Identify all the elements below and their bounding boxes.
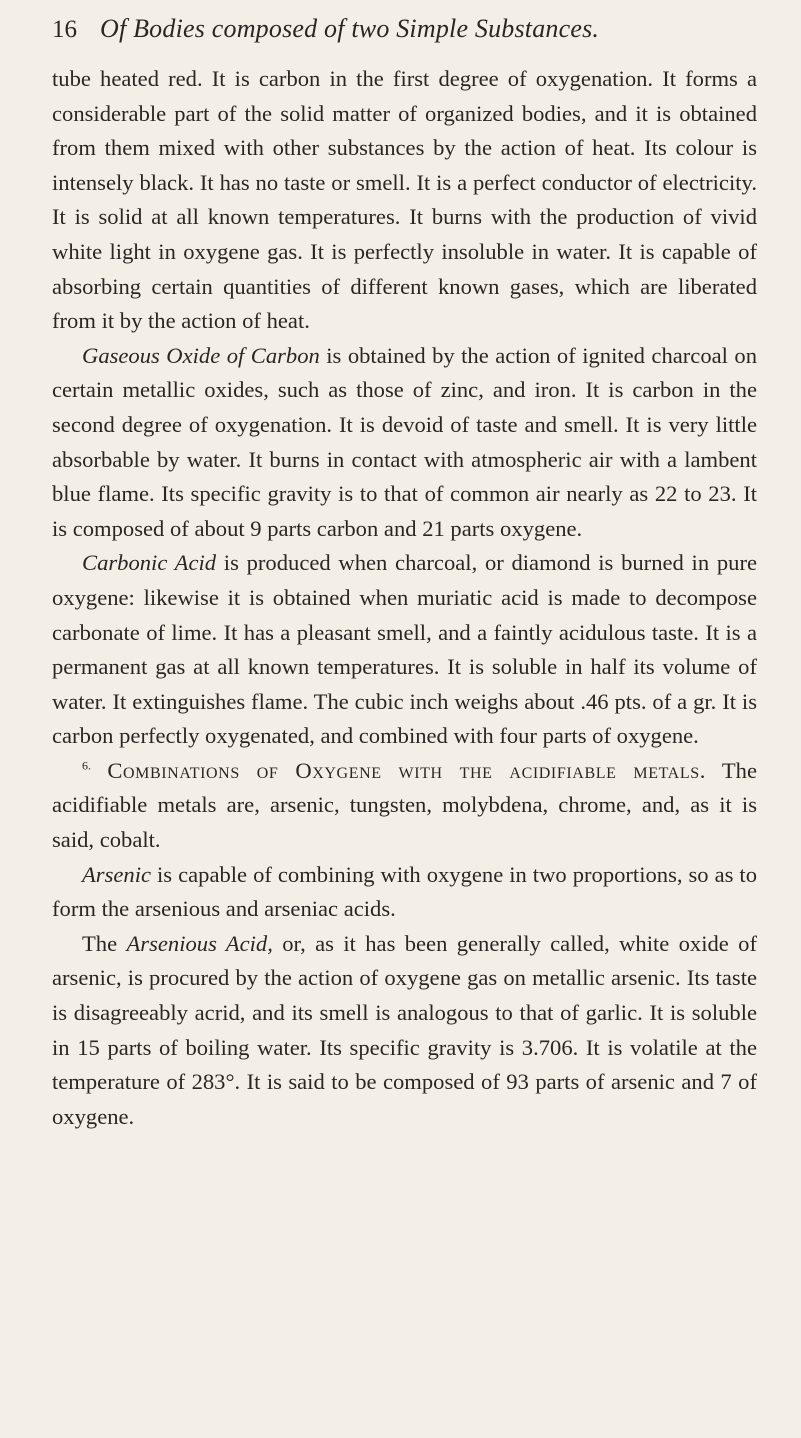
paragraph-gaseous-oxide	[52, 339, 757, 547]
term-gaseous-oxide: Gaseous Oxide of Carbon	[82, 342, 320, 368]
term-carbonic-acid: Carbonic Acid	[82, 550, 217, 576]
paragraph-text: tube heated red. It is carbon in the first degree of oxygenation. It forms a considerable part of the solid matter of organized bodies, and it is obtained from them mixed with other substances by the action of heat. Its colour is intensely black. It has no taste or smell. It is a perfect conductor of electricity. It is solid at all known temperatures. It burns with the production of vivid white light in oxygene gas. It is perfectly insoluble in water. It is capable of absorbing certain quantities of different known gases, which are liberated from it by the action of heat.	[52, 66, 757, 334]
paragraph-text: is obtained by the action of ignited charcoal on certain metallic oxides, such as those of zinc, and iron. It is carbon in the second degree of oxygenation. It is devoid of taste and smell. It is very little absorbable by water. It burns in contact with atmospheric air with a lambent blue flame. Its specific gravity is to that of common air nearly as 22 to 23. It is composed of about 9 parts carbon and 21 parts oxygene.	[52, 342, 757, 541]
term-arsenic: Arsenic	[82, 861, 152, 887]
paragraph-arsenic	[52, 858, 757, 927]
paragraph-text: The acidifiable metals are, arsenic, tungsten, molybdena, chrome, and, as it is said, cobalt.	[52, 757, 757, 853]
section-heading: Combinations of Oxygene with the acidifiable metals.	[107, 757, 706, 783]
running-head	[52, 14, 757, 58]
paragraph-arsenious-acid	[52, 927, 757, 1135]
paragraph-text: is capable of combining with oxygene in two proportions, so as to form the arsenious and arseniac acids.	[52, 861, 757, 922]
section-number: 6.	[82, 758, 91, 773]
term-arsenious-acid: Arsenious Acid,	[126, 930, 273, 956]
body-text	[52, 62, 757, 1134]
running-title: Of Bodies composed of two Simple Substances.	[100, 14, 600, 43]
paragraph-text: is produced when charcoal, or diamond is burned in pure oxygene: likewise it is obtained when muriatic acid is made to decompose carbonate of lime. It has a pleasant smell, and a faintly acidulous taste. It is a permanent gas at all known temperatures. It is soluble in half its volume of water. It extinguishes flame. The cubic inch weighs about .46 pts. of a gr. It is carbon perfectly oxygenated, and combined with four parts of oxygene.	[52, 550, 757, 749]
paragraph-text: or, as it has been generally called, white oxide of arsenic, is procured by the action of oxygene gas on metallic arsenic. Its taste is disagreeably acrid, and its smell is analogous to that of garlic. It is soluble in 15 parts of boiling water. Its specific gravity is 3.706. It is volatile at the temperature of 283°. It is said to be composed of 93 parts of arsenic and 7 of oxygene.	[52, 930, 758, 1129]
paragraph-carbonic-acid	[52, 546, 757, 754]
paragraph-lead: The	[82, 930, 127, 956]
paragraph-acidifiable-metals	[52, 754, 757, 858]
paragraph-carbon	[52, 62, 757, 339]
page-number: 16	[52, 16, 77, 43]
